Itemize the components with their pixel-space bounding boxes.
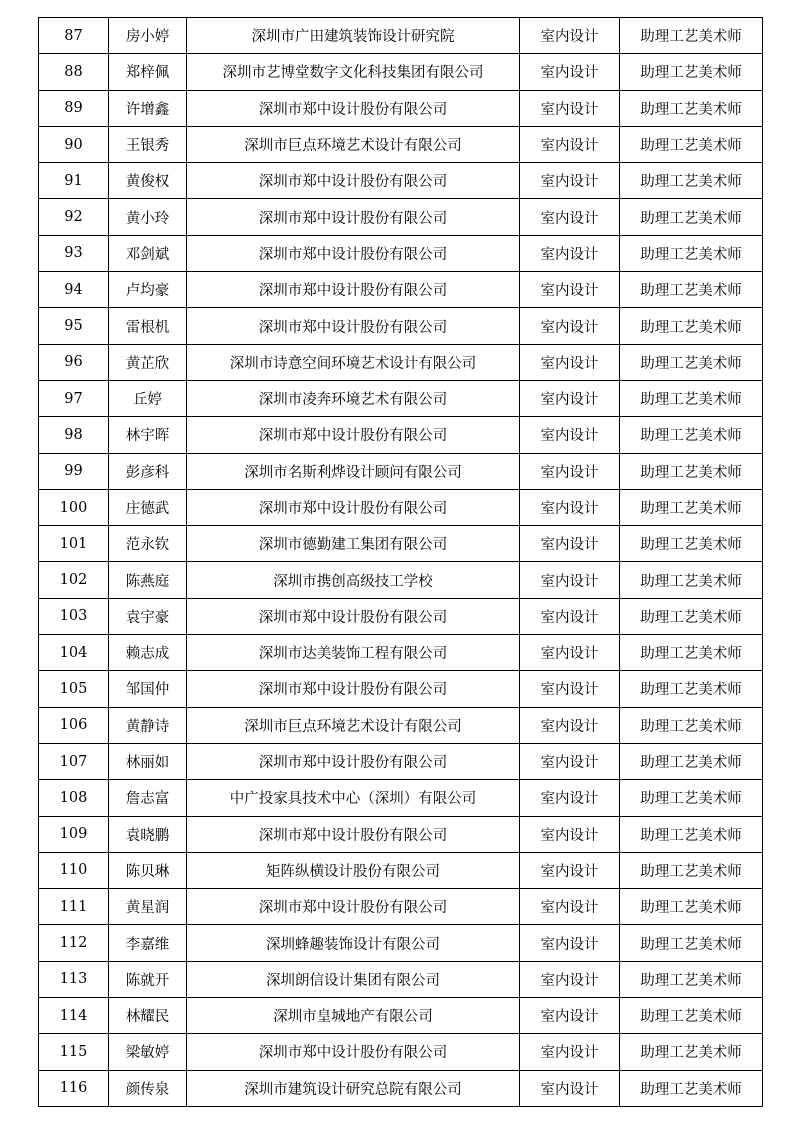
person-name-cell: 黄静诗 [109,707,187,743]
organization-cell: 深圳市名斯利烨设计顾问有限公司 [187,453,520,489]
specialty-cell: 室内设计 [520,562,620,598]
table-row [39,54,763,90]
qualification-title-cell: 助理工艺美术师 [620,961,763,997]
person-name-cell: 房小婷 [109,18,187,54]
specialty-cell: 室内设计 [520,489,620,525]
person-name-cell: 彭彦科 [109,453,187,489]
qualification-title-cell: 助理工艺美术师 [620,54,763,90]
organization-cell: 深圳市郑中设计股份有限公司 [187,598,520,634]
row-number-cell: 107 [39,743,109,779]
row-number-cell: 102 [39,562,109,598]
table-row [39,889,763,925]
person-name-cell: 林宇晖 [109,417,187,453]
specialty-cell: 室内设计 [520,417,620,453]
specialty-cell: 室内设计 [520,816,620,852]
organization-cell: 深圳市德勤建工集团有限公司 [187,526,520,562]
person-name-cell: 许增鑫 [109,90,187,126]
person-name-cell: 邹国仲 [109,671,187,707]
specialty-cell: 室内设计 [520,90,620,126]
qualification-title-cell: 助理工艺美术师 [620,889,763,925]
qualification-title-cell: 助理工艺美术师 [620,1034,763,1070]
row-number-cell: 95 [39,308,109,344]
qualification-title-cell: 助理工艺美术师 [620,126,763,162]
row-number-cell: 109 [39,816,109,852]
table-row [39,743,763,779]
row-number-cell: 98 [39,417,109,453]
qualification-title-cell: 助理工艺美术师 [620,743,763,779]
row-number-cell: 104 [39,635,109,671]
organization-cell: 深圳市郑中设计股份有限公司 [187,489,520,525]
row-number-cell: 93 [39,235,109,271]
specialty-cell: 室内设计 [520,1034,620,1070]
person-name-cell: 庄德武 [109,489,187,525]
qualification-title-cell: 助理工艺美术师 [620,235,763,271]
row-number-cell: 88 [39,54,109,90]
organization-cell: 深圳市郑中设计股份有限公司 [187,417,520,453]
table-row [39,1070,763,1106]
row-number-cell: 110 [39,852,109,888]
organization-cell: 深圳市建筑设计研究总院有限公司 [187,1070,520,1106]
roster-table [38,17,763,1107]
specialty-cell: 室内设计 [520,743,620,779]
row-number-cell: 101 [39,526,109,562]
qualification-title-cell: 助理工艺美术师 [620,816,763,852]
organization-cell: 深圳市皇城地产有限公司 [187,998,520,1034]
qualification-title-cell: 助理工艺美术师 [620,272,763,308]
qualification-title-cell: 助理工艺美术师 [620,380,763,416]
person-name-cell: 林丽如 [109,743,187,779]
table-row [39,925,763,961]
specialty-cell: 室内设计 [520,199,620,235]
table-row [39,961,763,997]
organization-cell: 深圳市巨点环境艺术设计有限公司 [187,707,520,743]
qualification-title-cell: 助理工艺美术师 [620,671,763,707]
person-name-cell: 李嘉维 [109,925,187,961]
specialty-cell: 室内设计 [520,126,620,162]
row-number-cell: 108 [39,780,109,816]
person-name-cell: 詹志富 [109,780,187,816]
specialty-cell: 室内设计 [520,308,620,344]
row-number-cell: 113 [39,961,109,997]
table-row [39,453,763,489]
organization-cell: 深圳市郑中设计股份有限公司 [187,816,520,852]
table-row [39,998,763,1034]
specialty-cell: 室内设计 [520,235,620,271]
qualification-title-cell: 助理工艺美术师 [620,1070,763,1106]
person-name-cell: 王银秀 [109,126,187,162]
specialty-cell: 室内设计 [520,380,620,416]
row-number-cell: 114 [39,998,109,1034]
person-name-cell: 郑梓佩 [109,54,187,90]
specialty-cell: 室内设计 [520,961,620,997]
table-row [39,780,763,816]
qualification-title-cell: 助理工艺美术师 [620,489,763,525]
table-row [39,126,763,162]
specialty-cell: 室内设计 [520,998,620,1034]
row-number-cell: 91 [39,163,109,199]
qualification-title-cell: 助理工艺美术师 [620,925,763,961]
person-name-cell: 邓剑斌 [109,235,187,271]
organization-cell: 深圳市郑中设计股份有限公司 [187,163,520,199]
organization-cell: 深圳市巨点环境艺术设计有限公司 [187,126,520,162]
table-row [39,235,763,271]
organization-cell: 深圳市凌奔环境艺术有限公司 [187,380,520,416]
specialty-cell: 室内设计 [520,526,620,562]
row-number-cell: 105 [39,671,109,707]
roster-table-body [39,18,763,1107]
organization-cell: 深圳市郑中设计股份有限公司 [187,743,520,779]
row-number-cell: 111 [39,889,109,925]
organization-cell: 矩阵纵横设计股份有限公司 [187,852,520,888]
qualification-title-cell: 助理工艺美术师 [620,998,763,1034]
organization-cell: 深圳市郑中设计股份有限公司 [187,671,520,707]
person-name-cell: 黄芷欣 [109,344,187,380]
table-row [39,598,763,634]
row-number-cell: 97 [39,380,109,416]
qualification-title-cell: 助理工艺美术师 [620,90,763,126]
specialty-cell: 室内设计 [520,1070,620,1106]
qualification-title-cell: 助理工艺美术师 [620,707,763,743]
organization-cell: 深圳朗信设计集团有限公司 [187,961,520,997]
table-row [39,562,763,598]
specialty-cell: 室内设计 [520,780,620,816]
specialty-cell: 室内设计 [520,453,620,489]
organization-cell: 深圳市达美装饰工程有限公司 [187,635,520,671]
person-name-cell: 袁宇豪 [109,598,187,634]
row-number-cell: 112 [39,925,109,961]
organization-cell: 中广投家具技术中心（深圳）有限公司 [187,780,520,816]
person-name-cell: 丘婷 [109,380,187,416]
organization-cell: 深圳蜂趣装饰设计有限公司 [187,925,520,961]
row-number-cell: 103 [39,598,109,634]
qualification-title-cell: 助理工艺美术师 [620,18,763,54]
qualification-title-cell: 助理工艺美术师 [620,635,763,671]
table-row [39,344,763,380]
table-row [39,272,763,308]
qualification-title-cell: 助理工艺美术师 [620,453,763,489]
specialty-cell: 室内设计 [520,889,620,925]
qualification-title-cell: 助理工艺美术师 [620,562,763,598]
table-row [39,163,763,199]
person-name-cell: 黄星润 [109,889,187,925]
organization-cell: 深圳市郑中设计股份有限公司 [187,889,520,925]
organization-cell: 深圳市郑中设计股份有限公司 [187,235,520,271]
table-row [39,526,763,562]
row-number-cell: 100 [39,489,109,525]
specialty-cell: 室内设计 [520,18,620,54]
row-number-cell: 116 [39,1070,109,1106]
qualification-title-cell: 助理工艺美术师 [620,526,763,562]
person-name-cell: 陈燕庭 [109,562,187,598]
specialty-cell: 室内设计 [520,925,620,961]
organization-cell: 深圳市郑中设计股份有限公司 [187,90,520,126]
table-row [39,489,763,525]
person-name-cell: 梁敏婷 [109,1034,187,1070]
organization-cell: 深圳市广田建筑装饰设计研究院 [187,18,520,54]
person-name-cell: 雷根机 [109,308,187,344]
specialty-cell: 室内设计 [520,272,620,308]
table-row [39,417,763,453]
person-name-cell: 颜传泉 [109,1070,187,1106]
person-name-cell: 袁晓鹏 [109,816,187,852]
person-name-cell: 陈就开 [109,961,187,997]
table-row [39,816,763,852]
specialty-cell: 室内设计 [520,344,620,380]
qualification-title-cell: 助理工艺美术师 [620,852,763,888]
table-row [39,635,763,671]
specialty-cell: 室内设计 [520,635,620,671]
row-number-cell: 115 [39,1034,109,1070]
row-number-cell: 90 [39,126,109,162]
qualification-title-cell: 助理工艺美术师 [620,163,763,199]
table-row [39,90,763,126]
organization-cell: 深圳市携创高级技工学校 [187,562,520,598]
organization-cell: 深圳市郑中设计股份有限公司 [187,1034,520,1070]
person-name-cell: 卢均豪 [109,272,187,308]
qualification-title-cell: 助理工艺美术师 [620,199,763,235]
person-name-cell: 陈贝琳 [109,852,187,888]
table-row [39,199,763,235]
organization-cell: 深圳市郑中设计股份有限公司 [187,199,520,235]
row-number-cell: 89 [39,90,109,126]
organization-cell: 深圳市诗意空间环境艺术设计有限公司 [187,344,520,380]
row-number-cell: 96 [39,344,109,380]
qualification-title-cell: 助理工艺美术师 [620,417,763,453]
table-row [39,308,763,344]
specialty-cell: 室内设计 [520,54,620,90]
table-row [39,671,763,707]
person-name-cell: 黄俊权 [109,163,187,199]
person-name-cell: 范永钦 [109,526,187,562]
table-row [39,1034,763,1070]
qualification-title-cell: 助理工艺美术师 [620,344,763,380]
organization-cell: 深圳市郑中设计股份有限公司 [187,308,520,344]
row-number-cell: 87 [39,18,109,54]
person-name-cell: 林耀民 [109,998,187,1034]
document-page [38,17,762,1107]
person-name-cell: 黄小玲 [109,199,187,235]
table-row [39,18,763,54]
qualification-title-cell: 助理工艺美术师 [620,308,763,344]
row-number-cell: 92 [39,199,109,235]
row-number-cell: 106 [39,707,109,743]
specialty-cell: 室内设计 [520,671,620,707]
specialty-cell: 室内设计 [520,163,620,199]
qualification-title-cell: 助理工艺美术师 [620,780,763,816]
person-name-cell: 赖志成 [109,635,187,671]
qualification-title-cell: 助理工艺美术师 [620,598,763,634]
specialty-cell: 室内设计 [520,852,620,888]
organization-cell: 深圳市郑中设计股份有限公司 [187,272,520,308]
organization-cell: 深圳市艺博堂数字文化科技集团有限公司 [187,54,520,90]
specialty-cell: 室内设计 [520,598,620,634]
row-number-cell: 99 [39,453,109,489]
table-row [39,707,763,743]
row-number-cell: 94 [39,272,109,308]
specialty-cell: 室内设计 [520,707,620,743]
table-row [39,852,763,888]
table-row [39,380,763,416]
